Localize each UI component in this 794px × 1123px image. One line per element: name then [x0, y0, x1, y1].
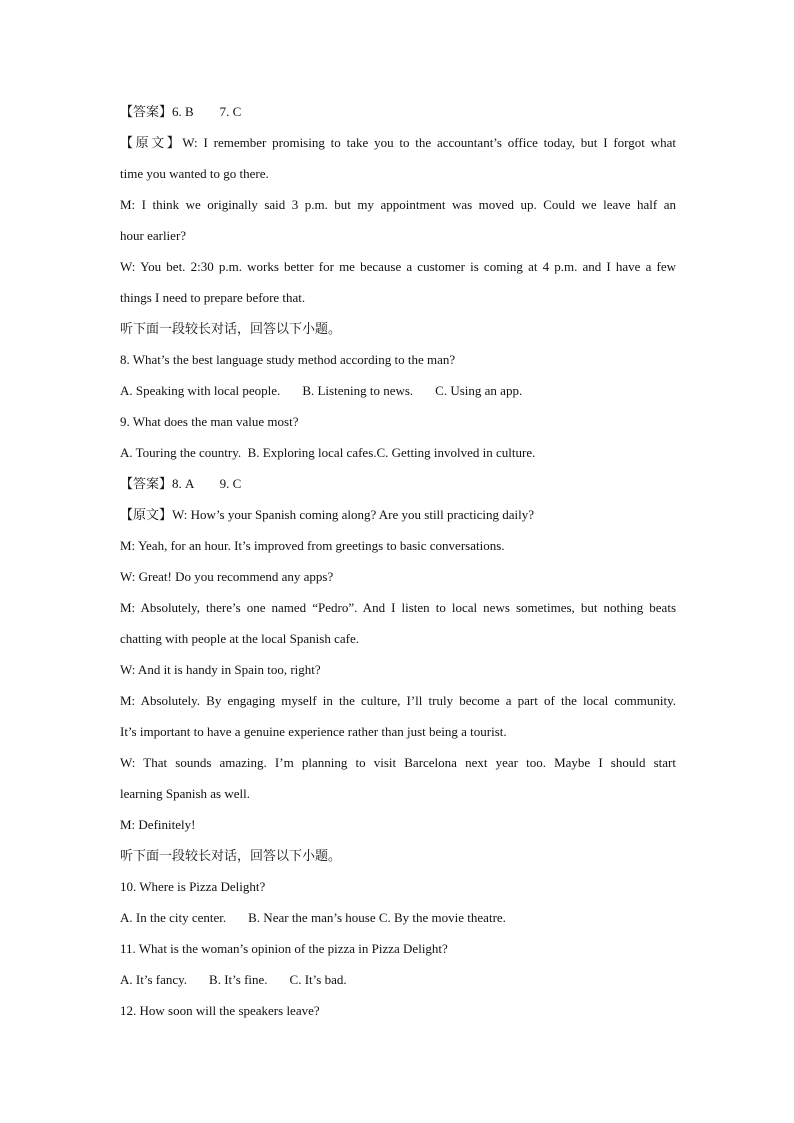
line-text: 12. How soon will the speakers leave?: [120, 1003, 320, 1018]
option: B. It’s fine.: [209, 972, 268, 987]
line-text: hour earlier?: [120, 228, 187, 243]
text-line: [120, 437, 676, 468]
section-instruction: [120, 313, 676, 344]
option: C. Using an app.: [435, 383, 523, 398]
line-text: time you wanted to go there.: [120, 166, 269, 181]
text-line: [120, 716, 676, 747]
line-text: 6. B 7. C: [172, 104, 242, 119]
line-text: W: Great! Do you recommend any apps?: [120, 569, 334, 584]
line-text: M: Absolutely. By engaging myself in the culture, I’ll truly become a part of the local community.: [120, 693, 676, 708]
line-text: M: Definitely!: [120, 817, 196, 832]
instruction-text: 听下面一段较长对话，回答以下小题。: [120, 849, 342, 864]
section-instruction: [120, 840, 676, 871]
text-line: [120, 406, 676, 437]
answer-line: [120, 96, 676, 127]
line-text: W: I remember promising to take you to the accountant’s office today, but I forgot what: [182, 135, 676, 150]
line-text: 9. What does the man value most?: [120, 414, 299, 429]
line-text: 10. Where is Pizza Delight?: [120, 879, 266, 894]
text-line: [120, 530, 676, 561]
text-line: [120, 189, 676, 220]
line-text: chatting with people at the local Spanish cafe.: [120, 631, 359, 646]
text-line: [120, 871, 676, 902]
text-line: [120, 561, 676, 592]
line-text: 11. What is the woman’s opinion of the pizza in Pizza Delight?: [120, 941, 448, 956]
text-line: [120, 282, 676, 313]
text-line: [120, 344, 676, 375]
line-text: learning Spanish as well.: [120, 786, 250, 801]
text-line: [120, 685, 676, 716]
option: A. Speaking with local people.: [120, 383, 281, 398]
answer-label: 【答案】: [120, 477, 173, 492]
transcript-label: 【原文】: [120, 136, 183, 151]
instruction-text: 听下面一段较长对话，回答以下小题。: [120, 322, 342, 337]
option: B. Listening to news.: [302, 383, 414, 398]
line-text: W: How’s your Spanish coming along? Are you still practicing daily?: [172, 507, 535, 522]
text-line: [120, 158, 676, 189]
text-line: [120, 778, 676, 809]
answer-options: [120, 964, 676, 995]
line-text: M: Yeah, for an hour. It’s improved from greetings to basic conversations.: [120, 538, 505, 553]
text-line: [120, 623, 676, 654]
option: C. It’s bad.: [289, 972, 347, 987]
option: A. It’s fancy.: [120, 972, 188, 987]
transcript-label: 【原文】: [120, 508, 173, 523]
line-text: W: You bet. 2:30 p.m. works better for me because a customer is coming at 4 p.m. and I have a few: [120, 259, 676, 274]
line-text: 8. A 9. C: [172, 476, 242, 491]
answer-options: [120, 902, 676, 933]
text-line: [120, 127, 676, 158]
text-line: [120, 747, 676, 778]
text-line: [120, 499, 676, 530]
text-line: [120, 654, 676, 685]
line-text: It’s important to have a genuine experience rather than just being a tourist.: [120, 724, 507, 739]
line-text: M: I think we originally said 3 p.m. but my appointment was moved up. Could we leave half an: [120, 197, 676, 212]
line-text: A. Touring the country. B. Exploring local cafes.C. Getting involved in culture.: [120, 445, 536, 460]
text-line: [120, 592, 676, 623]
line-text: W: That sounds amazing. I’m planning to visit Barcelona next year too. Maybe I should start: [120, 755, 676, 770]
line-text: things I need to prepare before that.: [120, 290, 306, 305]
document-page: [120, 96, 676, 1026]
text-line: [120, 809, 676, 840]
answer-options: [120, 375, 676, 406]
text-line: [120, 251, 676, 282]
line-text: W: And it is handy in Spain too, right?: [120, 662, 321, 677]
answer-line: [120, 468, 676, 499]
line-text: M: Absolutely, there’s one named “Pedro”. And I listen to local news sometimes, but nothing beats: [120, 600, 676, 615]
text-line: [120, 933, 676, 964]
line-text: 8. What’s the best language study method according to the man?: [120, 352, 456, 367]
answer-label: 【答案】: [120, 105, 173, 120]
option: B. Near the man’s house C. By the movie theatre.: [248, 910, 506, 925]
text-line: [120, 220, 676, 251]
text-line: [120, 995, 676, 1026]
option: A. In the city center.: [120, 910, 227, 925]
